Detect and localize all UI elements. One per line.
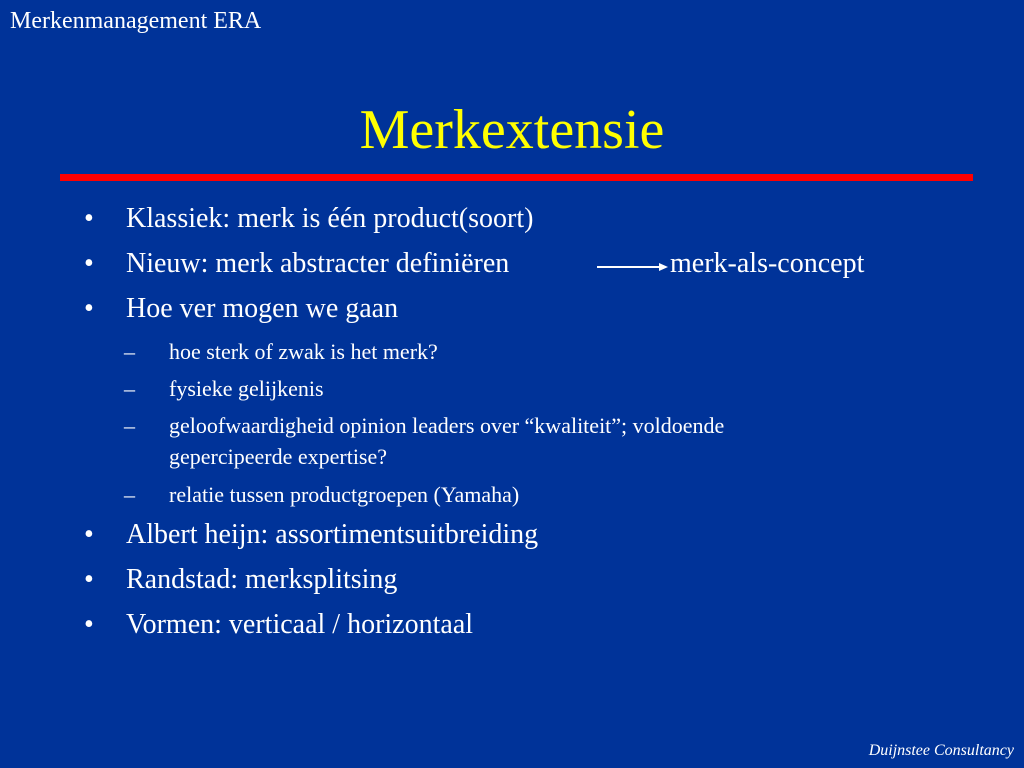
bullet-symbol: • [84,609,94,640]
bullet-text: Vormen: verticaal / horizontaal [126,609,474,640]
bullet-text: Klassiek: merk is één product(soort) [126,203,534,234]
slide-title: Merkextensie [359,99,665,161]
footer-text: Duijnstee Consultancy [868,742,1014,759]
bullet-trail-text-item [670,248,864,280]
sub-bullet-text: geloofwaardigheid opinion leaders over “kwaliteit”; voldoende [169,413,725,438]
bullet-text: Nieuw: merk abstracter definiëren [126,248,510,279]
sub-bullet-symbol: – [124,413,135,438]
sub-bullet-text: fysieke gelijkenis [169,376,324,401]
bullet-text: Albert heijn: assortimentsuitbreiding [126,519,539,550]
bullet-symbol: • [84,293,94,324]
sub-bullet-text: gepercipeerde expertise? [169,444,388,469]
right-arrow-icon [597,259,669,275]
sub-bullet-symbol: – [124,376,135,401]
header-text: Merkenmanagement ERA [10,8,262,34]
bullet-symbol: • [84,519,94,550]
bullet-trail-text: merk-als-concept [670,248,865,279]
bullet-text: Randstad: merksplitsing [126,564,398,595]
bullet-symbol: • [84,203,94,234]
sub-bullet-text: hoe sterk of zwak is het merk? [169,339,438,364]
bullet-symbol: • [84,564,94,595]
bullet-text: Hoe ver mogen we gaan [126,293,399,324]
sub-bullet-symbol: – [124,339,135,364]
bullet-symbol: • [84,248,94,279]
sub-bullet-text: relatie tussen productgroepen (Yamaha) [169,482,520,507]
sub-bullet-symbol: – [124,482,135,507]
